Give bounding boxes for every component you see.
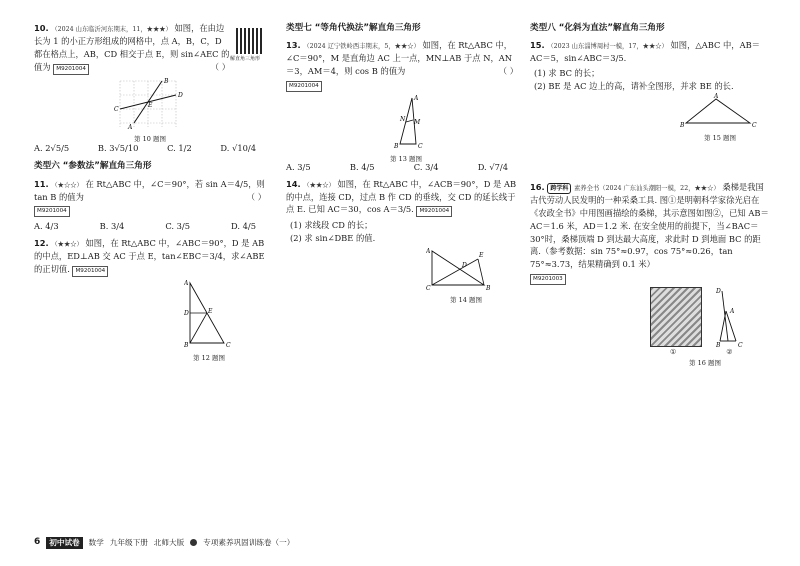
qr-caption: 解直角三角形 (230, 56, 261, 62)
question-11 (34, 178, 266, 218)
svg-text:A: A (128, 123, 133, 131)
svg-text:E: E (148, 101, 153, 109)
option-c: C. 3/4 (413, 161, 439, 172)
question-code: M9201004 (53, 64, 89, 75)
svg-text:A: A (730, 308, 735, 316)
question-number: 10. (34, 23, 49, 33)
figure-caption: 第 12 题图 (193, 353, 225, 362)
svg-text:N: N (400, 115, 406, 123)
option-c: C. 3/5 (165, 221, 191, 232)
cross-subject-badge: 跨学科 (547, 183, 571, 194)
triangle-figure (386, 94, 426, 150)
figure-14 (426, 245, 506, 305)
column-middle (286, 22, 518, 305)
answer-paren: （ ） (498, 66, 518, 77)
option-b: B. 3√5/10 (97, 142, 139, 153)
mulberry-ladder-illustration (650, 287, 702, 347)
column-left (34, 22, 266, 362)
figure-16 (650, 287, 760, 379)
svg-text:B: B (680, 121, 685, 129)
question-number: 16. (530, 181, 545, 192)
question-source: 素养全书（2024 广东汕头潮阳一模，22，★★☆） (574, 184, 720, 192)
svg-text:C: C (738, 342, 743, 348)
ladder-diagram (716, 287, 746, 347)
question-16 (530, 181, 770, 285)
svg-text:M: M (414, 118, 421, 126)
option-b: B. 3/4 (99, 221, 125, 232)
question-12 (34, 237, 266, 277)
page-footer (34, 536, 294, 550)
answer-paren: （ ） (210, 61, 230, 72)
svg-text:C: C (426, 285, 431, 292)
svg-text:B: B (716, 342, 721, 348)
question-text: 如图，在 Rt△ABC 中，∠ABC＝90°，D 是 AB 的中点，ED⊥AB 交 AC 于点 E，tan∠EBC＝3/4，求∠ABE 的正切值. (34, 238, 265, 275)
section-heading-6: 类型六 “参数法”解直角三角形 (34, 161, 152, 172)
section-heading-7: 类型七 “等角代换法”解直角三角形 (286, 23, 421, 33)
question-number: 11. (34, 178, 49, 189)
question-source: （★★☆） (303, 181, 335, 189)
question-source: （2023 山东淄博周村一模，17，★★☆） (547, 43, 668, 51)
svg-text:E: E (208, 308, 213, 316)
svg-text:D: D (184, 310, 189, 318)
question-14 (286, 178, 518, 218)
option-a: A. 3/5 (286, 161, 311, 172)
question-text: 如图，在 Rt△ABC 中，∠C＝90°，M 是直角边 AC 上一点，MN⊥AB 于点 N，AN＝3，AM＝4，则 cos B 的值为 (286, 40, 513, 77)
column-right (530, 22, 770, 379)
option-d: D. √7/4 (477, 161, 508, 172)
svg-text:C: C (418, 142, 423, 150)
option-a: A. 2√5/5 (34, 142, 70, 153)
option-d: D. √10/4 (220, 142, 256, 153)
svg-text:A: A (414, 94, 419, 102)
svg-text:A: A (184, 280, 189, 288)
question-text: 如图，在 Rt△ABC 中，∠ACB＝90°，D 是 AB 的中点，连接 CD，过点 B 作 CD 的垂线，交 CD 的延长线于点 E. 已知 AC＝30，cos A＝3/5. (286, 178, 517, 215)
question-source: （★★☆） (51, 241, 83, 249)
svg-text:C: C (226, 342, 231, 350)
question-text: 如图，△ABC 中，AB＝AC＝5，sin∠ABC＝3/5. (530, 40, 760, 64)
triangle-figure (680, 93, 760, 129)
question-number: 15. (530, 40, 545, 51)
section-heading-8: 类型八 “化斜为直法”解直角三角形 (530, 23, 665, 33)
svg-text:B: B (394, 142, 399, 150)
svg-text:A: A (714, 92, 719, 100)
figure-caption: 第 16 题图 (689, 359, 721, 368)
answer-paren: （ ） (246, 191, 266, 202)
question-number: 12. (34, 238, 49, 249)
question-number: 14. (286, 178, 301, 189)
question-source: （2024 山东临沂河东期末，11，★★★） (51, 26, 172, 33)
question-code: M9201004 (34, 206, 70, 217)
figure-caption: 第 14 题图 (450, 296, 482, 305)
option-a: A. 4/3 (34, 221, 59, 232)
option-c: C. 1/2 (167, 142, 192, 153)
footer-series: 专项素养巩固训练卷（一） (203, 538, 295, 548)
sub-question-2: (2) BE 是 AC 边上的高，请补全图形，并求 BE 的长. (534, 80, 734, 91)
triangle-figure (426, 245, 506, 291)
question-source: （★☆☆） (51, 181, 83, 189)
question-code: M9201004 (286, 81, 322, 92)
question-text: 如图，在由边长为 1 的小正方形组成的网格中，点 A，B，C，D 都在格点上，AB，CD 相交于点 E，则 sin∠AEC 的值为 (34, 23, 230, 72)
question-text: 在 Rt△ABC 中，∠C＝90°，若 sin A＝4/5，则 tan B 的值为 (34, 178, 265, 202)
figure-label-2: ② (726, 348, 733, 357)
brand-logo: 初中试卷 (46, 537, 82, 549)
svg-text:B: B (164, 77, 169, 85)
question-code: M9201004 (72, 266, 108, 277)
grid-figure (110, 77, 190, 131)
bullet-icon (190, 539, 197, 546)
footer-grade: 九年级下册 (109, 538, 148, 548)
question-13 (286, 39, 518, 92)
svg-text:A: A (426, 248, 431, 256)
question-15 (530, 39, 770, 65)
svg-text:C: C (752, 121, 757, 129)
page-number: 6 (34, 537, 41, 547)
figure-12 (184, 279, 234, 362)
figure-caption: 第 13 题图 (390, 154, 422, 163)
figure-10 (110, 77, 190, 144)
figure-15 (680, 93, 760, 143)
svg-text:B: B (486, 285, 491, 292)
option-d: D. 4/5 (231, 221, 256, 232)
question-text: 桑梯是我国古代劳动人民发明的一种采桑工具. 图①是明朝科学家徐光启在《农政全书》中用图画描绘的桑梯，其示意图如图②，已知 AB＝AC＝1.6 米，AD＝1.2 米. 在安全使用的前提下，当∠BAC＝30°时，桑梯顶端 D 到达最大高度，求此时 D 到地面 BC 的距离.（参考数据：sin 75°≈0.97，cos 75°≈0.26，tan 75°≈3.73，结果精确到 0.1 米） (530, 181, 769, 270)
option-b: B. 4/5 (349, 161, 375, 172)
figure-caption: 第 10 题图 (134, 135, 166, 144)
question-code: M9201004 (416, 206, 452, 217)
figure-label-1: ① (670, 348, 677, 357)
svg-text:E: E (479, 252, 484, 260)
qr-code-icon[interactable] (236, 28, 262, 54)
question-number: 13. (286, 40, 301, 51)
svg-text:D: D (178, 91, 183, 99)
svg-text:D: D (716, 288, 721, 296)
sub-question-1: (1) 求线段 CD 的长； (290, 220, 373, 231)
triangle-figure (184, 279, 234, 349)
footer-edition: 北师大版 (153, 538, 185, 548)
options-11 (34, 220, 266, 233)
question-10 (34, 22, 230, 75)
figure-13 (386, 94, 426, 163)
svg-text:B: B (184, 342, 189, 350)
svg-text:C: C (114, 105, 119, 113)
question-source: （2024 辽宁铁岭西丰期末，5，★★☆） (303, 43, 420, 51)
sub-question-1: (1) 求 BC 的长； (534, 68, 600, 79)
question-code: M9201003 (530, 274, 566, 285)
figure-caption: 第 15 题图 (704, 133, 736, 142)
svg-text:D: D (462, 262, 467, 270)
footer-subject: 数学 (88, 538, 104, 548)
sub-question-2: (2) 求 sin∠DBE 的值. (290, 233, 376, 244)
